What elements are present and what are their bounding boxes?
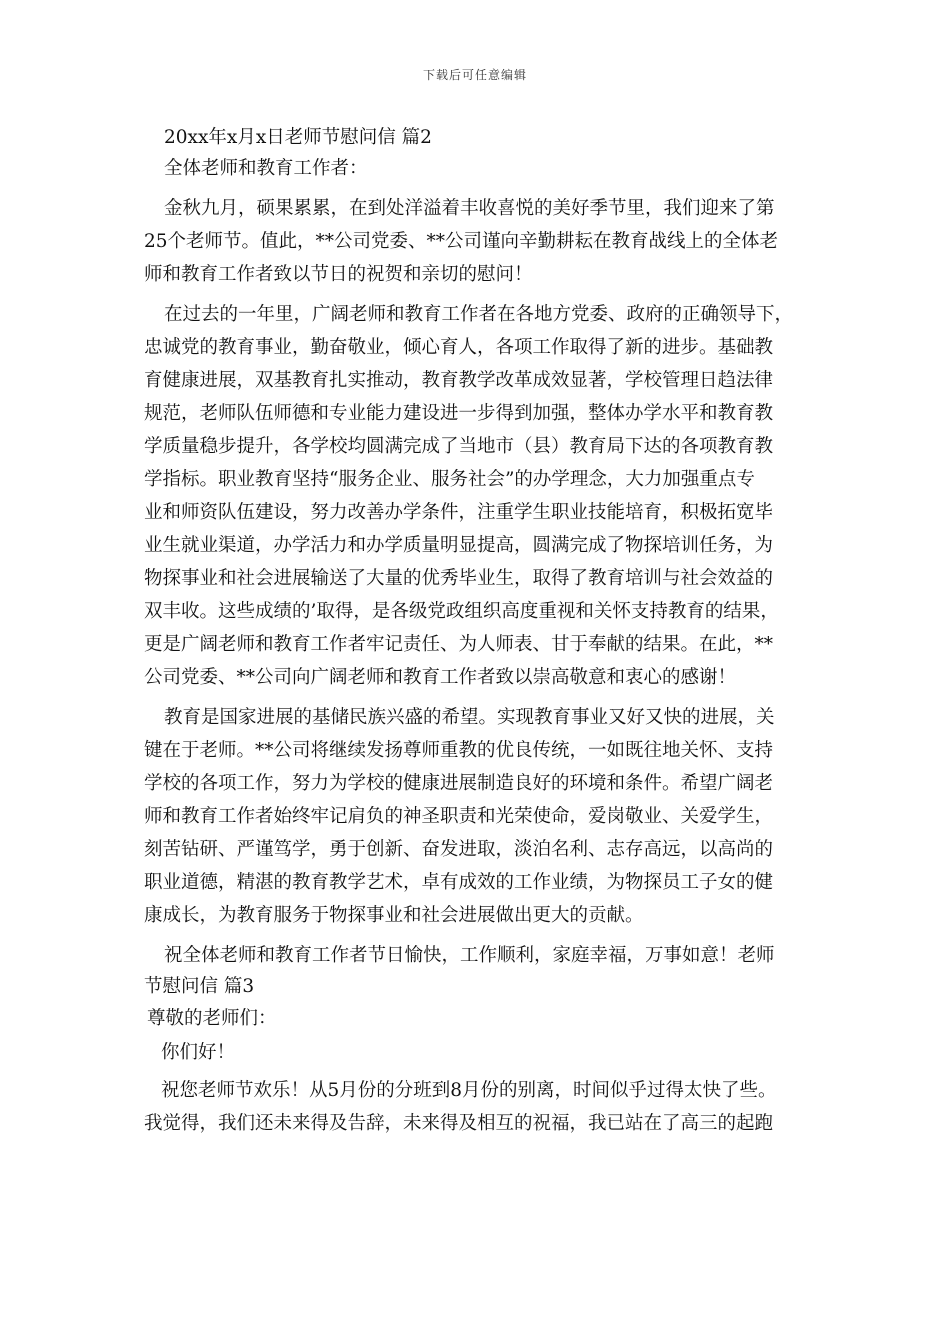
page-header: 下载后可任意编辑 <box>422 68 527 82</box>
paragraph-line: 祝您老师节欢乐！从5月份的分班到8月份的别离，时间似乎过得太快了些。 <box>161 1080 777 1101</box>
paragraph-5 <box>144 1074 828 1140</box>
paragraph-line: 祝全体老师和教育工作者节日愉快，工作顺利，家庭幸福，万事如意！老师 <box>164 945 775 966</box>
paragraph-3 <box>144 701 828 932</box>
paragraph-line: 忠诚党的教育事业，勤奋敬业，倾心育人，各项工作取得了新的进步。基础教 <box>144 337 774 358</box>
paragraph-line: 双丰收。这些成绩的’取得，是各级党政组织高度重视和关怀支持教育的结果， <box>144 601 779 622</box>
paragraph-1 <box>144 192 828 291</box>
paragraph-line: 金秋九月，硕果累累，在到处洋溢着丰收喜悦的美好季节里，我们迎来了第 <box>164 198 775 219</box>
paragraph-line: 刻苦钻研、严谨笃学，勇于创新、奋发进取，淡泊名利、志存高远，以高尚的 <box>144 839 774 860</box>
paragraph-line: 学校的各项工作，努力为学校的健康进展制造良好的环境和条件。希望广阔老 <box>144 773 774 794</box>
paragraph-line: 节慰问信 篇3 <box>144 976 255 997</box>
paragraph-line: 键在于老师。**公司将继续发扬尊师重教的优良传统，一如既往地关怀、支持 <box>144 740 774 761</box>
salutation-dear-teachers: 尊敬的老师们： <box>147 1008 277 1029</box>
paragraph-line: 业和师资队伍建设，努力改善办学条件，注重学生职业技能培育，积极拓宽毕 <box>144 502 774 523</box>
paragraph-line: 师和教育工作者始终牢记肩负的神圣职责和光荣使命，爱岗敬业、关爱学生， <box>144 806 774 827</box>
paragraph-line: 25个老师节。值此，**公司党委、**公司谨向辛勤耕耘在教育战线上的全体老 <box>144 231 779 252</box>
paragraph-4 <box>144 939 828 1002</box>
paragraph-line: 师和教育工作者致以节日的祝贺和亲切的慰问！ <box>144 264 533 285</box>
paragraph-line: 在过去的一年里，广阔老师和教育工作者在各地方党委、政府的正确领导下， <box>164 304 794 325</box>
paragraph-line: 学指标。职业教育坚持“服务企业、服务社会”的办学理念，大力加强重点专 <box>144 469 755 490</box>
paragraph-line: 业生就业渠道，办学活力和办学质量明显提高，圆满完成了物探培训任务，为 <box>144 535 774 556</box>
salutation-teachers: 全体老师和教育工作者： <box>164 158 368 179</box>
paragraph-2 <box>144 298 828 694</box>
paragraph-line: 我觉得，我们还未来得及告辞，未来得及相互的祝福，我已站在了高三的起跑 <box>144 1113 774 1134</box>
paragraph-line: 职业道德，精湛的教育教学艺术，卓有成效的工作业绩，为物探员工子女的健 <box>144 872 774 893</box>
paragraph-line: 康成长，为教育服务于物探事业和社会进展做出更大的贡献。 <box>144 905 644 926</box>
paragraph-line: 教育是国家进展的基储民族兴盛的希望。实现教育事业又好又快的进展，关 <box>164 707 775 728</box>
document-body <box>144 124 828 1147</box>
paragraph-line: 规范，老师队伍师德和专业能力建设进一步得到加强，整体办学水平和教育教 <box>144 403 774 424</box>
paragraph-line: 物探事业和社会进展输送了大量的优秀毕业生，取得了教育培训与社会效益的 <box>144 568 774 589</box>
paragraph-line: 学质量稳步提升，各学校均圆满完成了当地市（县）教育局下达的各项教育教 <box>144 436 774 457</box>
greeting-line: 你们好！ <box>161 1042 236 1063</box>
paragraph-line: 公司党委、**公司向广阔老师和教育工作者致以崇高敬意和衷心的感谢！ <box>144 667 737 688</box>
paragraph-line: 更是广阔老师和教育工作者牢记责任、为人师表、甘于奉献的结果。在此，** <box>144 634 774 655</box>
paragraph-line: 育健康进展，双基教育扎实推动，教育教学改革成效显著，学校管理日趋法律 <box>144 370 774 391</box>
document-title-line: 20xx年x月x日老师节慰问信 篇2 <box>164 127 432 148</box>
